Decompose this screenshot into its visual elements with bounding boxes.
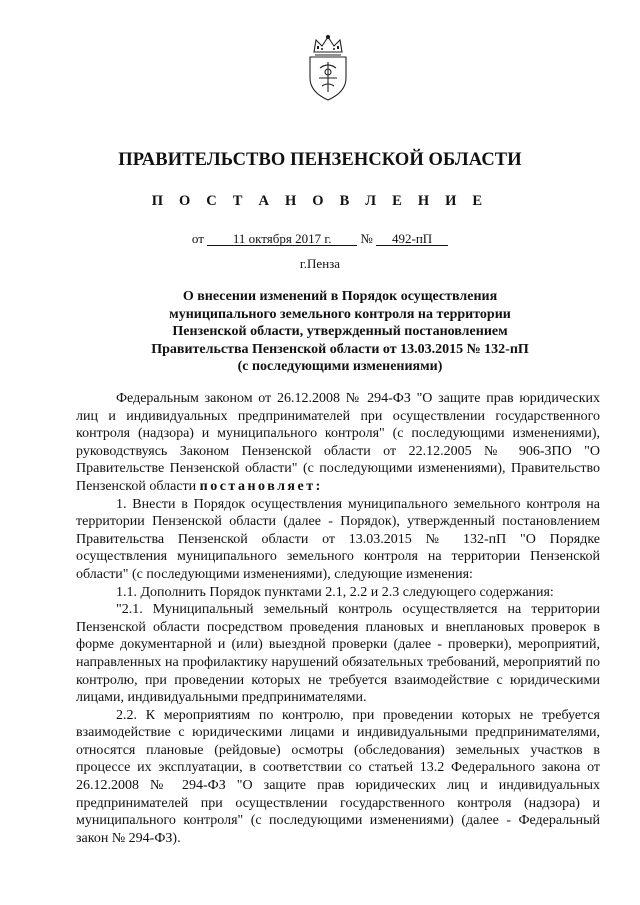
date-prefix: от bbox=[191, 231, 204, 246]
document-heading bbox=[80, 288, 600, 376]
document-number: 492-пП bbox=[376, 232, 448, 246]
preamble-text: Федеральным законом от 26.12.2008 № 294-ФЗ "О защите прав юридических лиц и индивидуальных предпринимателей при осуществлении государственного контроля (надзора) и муниципального контроля" (с последующими изменениями), руководствуясь Законом Пензенской области от 22.12.2005 № 906-ЗПО "О Правительстве Пензенской области" (с последующими изменениями), Правительство Пензенской области bbox=[76, 391, 600, 494]
heading-line: (с последующими изменениями) bbox=[237, 359, 443, 375]
paragraph-item-2-1: "2.1. Муниципальный земельный контроль осуществляется на территории Пензенской области посредством проведения плановых и внеплановых проверок в форме документарной и (или) выездной проверки (далее - проверки), мероприятий, направленных на профилактику нарушений обязательных требований, мероприятий по контролю, при проведении которых не требуется взаимодействие с юридическими лицами, индивидуальными предпринимателями. bbox=[76, 602, 600, 706]
heading-line: муниципального земельного контроля на территории bbox=[169, 306, 511, 322]
resolves-word: постановляет: bbox=[199, 478, 323, 494]
city: г.Пенза bbox=[299, 256, 341, 271]
number-prefix: № bbox=[360, 231, 373, 246]
government-title: ПРАВИТЕЛЬСТВО ПЕНЗЕНСКОЙ ОБЛАСТИ bbox=[118, 150, 522, 170]
heading-line: Правительства Пензенской области от 13.03.2015 № 132-пП bbox=[151, 341, 529, 357]
date-number-line bbox=[0, 231, 640, 247]
paragraph-item-1: 1. Внести в Порядок осуществления муниципального земельного контроля на территории Пензенской области (далее - Порядок), утвержденный постановлением Правительства Пензенской области от 13.03.2015 № 132-пП "О Порядке осуществления муниципального земельного контроля на территории Пензенской области" (с последующими изменениями), следующие изменения: bbox=[76, 496, 600, 582]
heading-line: Пензенской области, утвержденный постановлением bbox=[172, 324, 508, 340]
paragraph-item-1-1: 1.1. Дополнить Порядок пунктами 2.1, 2.2 и 2.3 следующего содержания: bbox=[116, 584, 554, 600]
document-body bbox=[76, 390, 600, 847]
paragraph-item-2-2: 2.2. К мероприятиям по контролю, при проведении которых не требуется взаимодействие с юридическими лицами и индивидуальными предпринимателями, относятся плановые (рейдовые) осмотры (обследования) земельных участков в процессе их эксплуатации, в соответствии со статьей 13.2 Федерального закона от 26.12.2008 № 294-ФЗ "О защите прав юридических лиц и индивидуальных предпринимателей при осуществлении государственного контроля (надзора) и муниципального контроля" (с последующими изменениями) (далее - Федеральный закон № 294-ФЗ). bbox=[76, 707, 600, 846]
paragraph-preamble bbox=[76, 390, 600, 496]
coat-of-arms-icon bbox=[300, 34, 356, 104]
document-date: 11 октября 2017 г. bbox=[207, 232, 357, 246]
heading-line: О внесении изменений в Порядок осуществления bbox=[182, 289, 498, 304]
document-type: П О С Т А Н О В Л Е Н И Е bbox=[151, 193, 489, 209]
